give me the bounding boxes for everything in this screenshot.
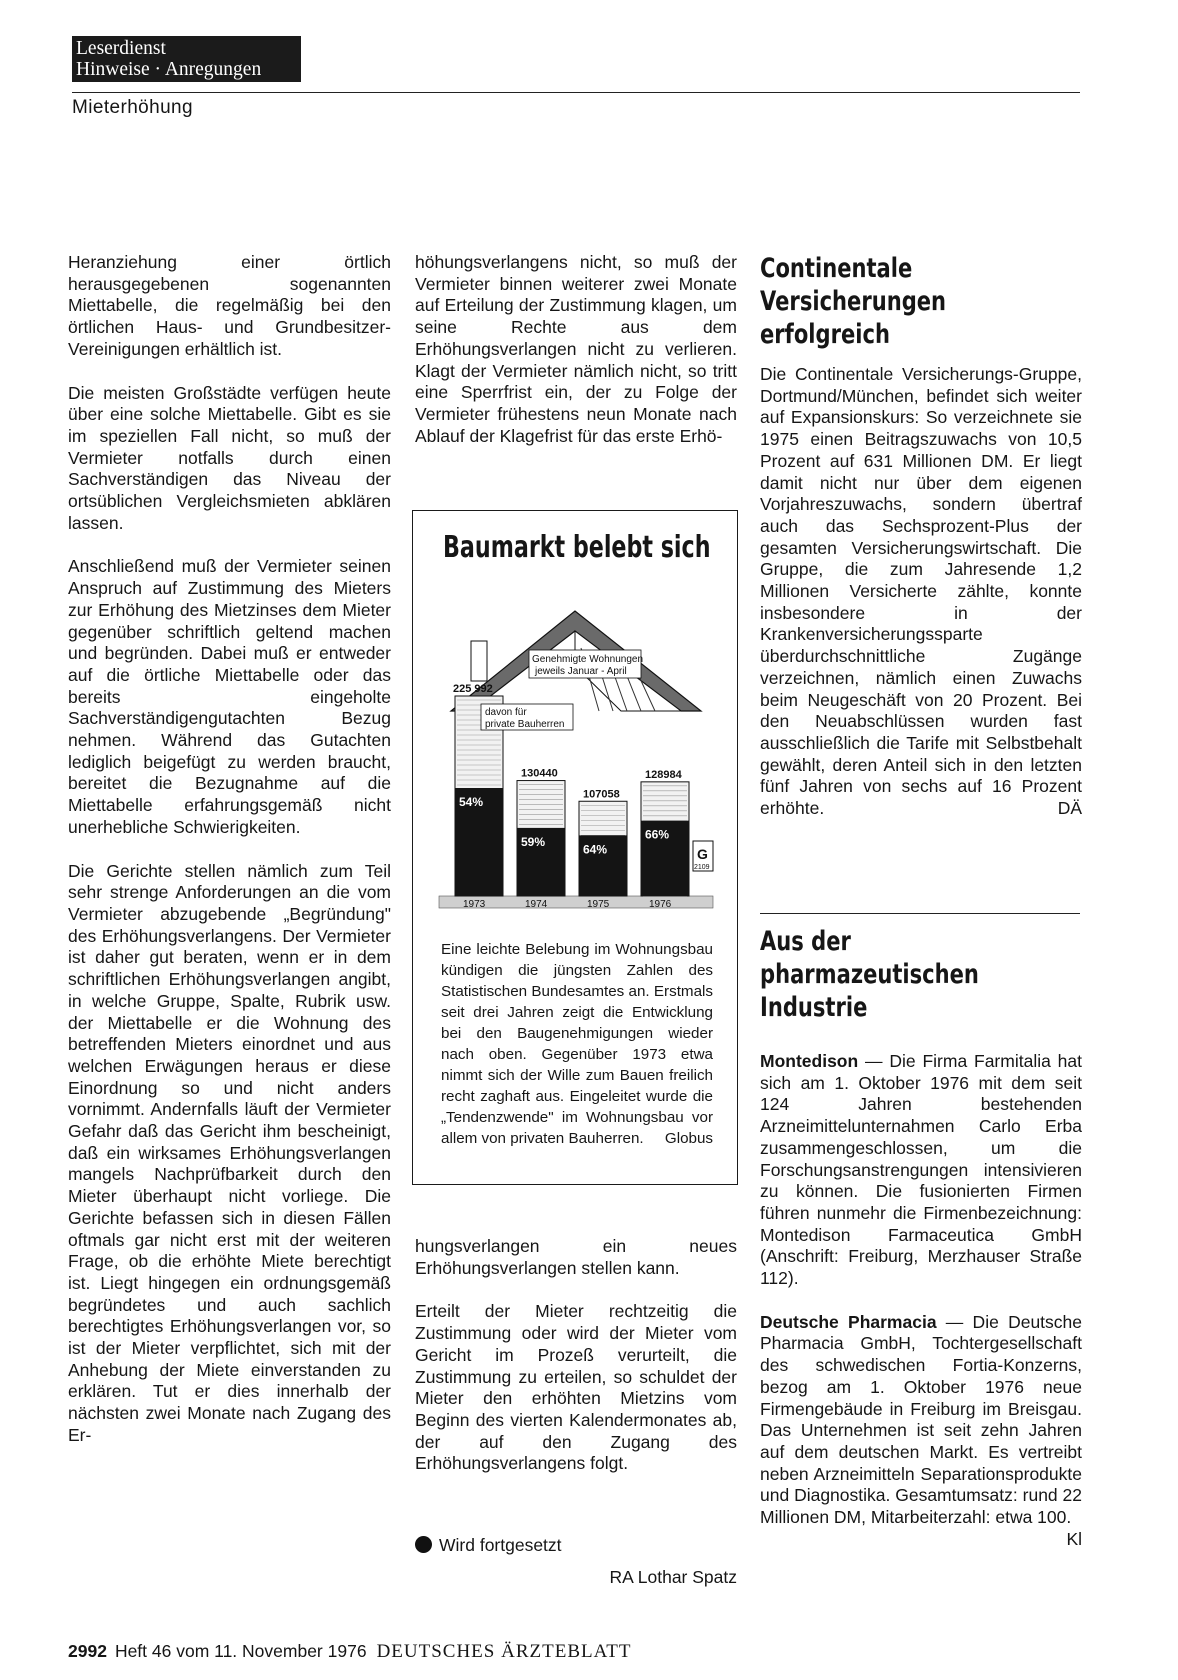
caption-source: Globus xyxy=(664,1130,713,1147)
pharmacia-text: — Die Deutsche Pharmacia GmbH, Tochtergesellschaft des schwedischen Fortia-Konzerns, bezog am 1. Oktober 1976 neue Firmengebäude in Freiburg im Breisgau. Das Unternehmen ist seit zehn Jahren auf dem deutschen Markt. Es vertreibt neben Arzneimitteln Separationsprodukte und Diagnostika. Gesamtumsatz: rund 22 Millionen DM, Mitarbeiterzahl: etwa 100. xyxy=(760,1311,1082,1528)
caption-text: Eine leichte Belebung im Wohnungsbau kündigen die jüngsten Zahlen des Statistischen Bundesamtes an. Erstmals seit drei Jahren zeigt die Entwicklung bei den Baugenehmigungen wieder nach oben. Gegenüber 1973 etwa nimmt sich der Wille zum Bauen freilich recht zaghaft aus. Eingeleitet wurde die „Tendenzwende" im Wohnungsbau vor allem von privaten Bauherren. xyxy=(441,941,713,1147)
value-label-1976: 128984 xyxy=(645,768,682,781)
montedison-text: — Die Firma Farmitalia hat sich am 1. Oktober 1976 mit dem seit 124 Jahren bestehenden Arzneimittelunternahmen Carlo Erba zusammengeschlossen, um die Forschungsanstrengungen intensivieren zu können. Die fusionierten Firmen führen nunmehr die Firmenbezeichnung: Montedison Farmaceutica GmbH (Anschrift: Freiburg, Merzhauser Straße 112). xyxy=(760,1051,1082,1289)
continued-note xyxy=(415,1534,562,1556)
value-label-1975: 107058 xyxy=(583,788,620,801)
share-label-1973: 54% xyxy=(459,795,484,809)
globus-badge-number: 2109 xyxy=(694,864,710,871)
headline-2-line-2: pharmazeutischen xyxy=(760,959,979,990)
house-chart xyxy=(431,596,721,916)
badge-line-2: Hinweise · Anregungen xyxy=(76,59,262,80)
globus-badge-letter: G xyxy=(697,846,708,862)
author-line: RA Lothar Spatz xyxy=(609,1567,737,1587)
badge-line-1: Leserdienst xyxy=(76,38,166,59)
pharmacia-runin: Deutsche Pharmacia xyxy=(760,1311,937,1332)
value-label-1974: 130440 xyxy=(521,767,558,780)
top-rule xyxy=(72,92,1080,93)
pharmacia-sign: Kl xyxy=(1066,1528,1082,1549)
headline-2-line-1: Aus der xyxy=(760,926,851,957)
headline-continentale xyxy=(760,252,1082,354)
col3-paragraph-2 xyxy=(760,1051,1082,1290)
continentale-sign: DÄ xyxy=(1057,798,1082,819)
col2-paragraph-1: höhungsverlangens nicht, so muß der Vermieter binnen weiterer zwei Monate auf Erteilung der Zustimmung klagen, um seine Rechte aus dem Erhöhungsverlangen nicht zu verlieren. Klagt der Vermieter nämlich nicht, so tritt eine Sperrfrist ein, der zu Folge der Vermieter frühestens neun Monate nach Ablauf der Klagefrist für das erste Erhö- xyxy=(415,252,737,446)
column-1 xyxy=(68,252,391,1447)
issue-info: Heft 46 vom 11. November 1976 xyxy=(114,1641,367,1661)
column-2 xyxy=(415,252,737,447)
col2-paragraph-2: hungsverlangen ein neues Erhöhungsverlangen stellen kann. xyxy=(415,1236,737,1278)
share-label-1976: 66% xyxy=(645,827,670,842)
continued-text: Wird fortgesetzt xyxy=(439,1535,562,1555)
montedison-runin: Montedison xyxy=(760,1051,859,1071)
page-footer xyxy=(68,1640,631,1663)
infobox xyxy=(412,510,738,1185)
value-label-1973: 225 992 xyxy=(453,683,493,695)
year-label-1973: 1973 xyxy=(463,899,486,910)
section-badge xyxy=(72,36,301,82)
legend-private-line-1: davon für xyxy=(485,707,527,718)
magazine-name: DEUTSCHES ÄRZTEBLATT xyxy=(376,1641,632,1662)
infobox-title: Baumarkt belebt sich xyxy=(443,530,711,565)
share-label-1974: 59% xyxy=(521,834,546,849)
col1-paragraph-4: Die Gerichte stellen nämlich zum Teil sehr strenge Anforderungen an die vom Vermieter abzugebende „Begründung" des Erhöhungsverlangens. Der Vermieter ist daher gut beraten, wenn er in dem schriftlichen Erhöhungsverlangen angibt, in welche Gruppe, Spalte, Rubrik usw. der Miettabelle er die Wohnung des betreffenden Mieters einordnet und aus welchen Erwägungen heraus er diese Einordnung so und nicht anders vornimmt. Andernfalls läuft der Vermieter Gefahr daß das Gericht ihm bescheinigt, daß ein wirksames Erhöhungsverlangen mangels Nachprüfbarkeit durch den Mieter überhaupt nicht vorliege. Die Gerichte befassen sich in diesen Fällen oftmals gar nicht erst mit der weiteren Frage, ob die erhöhte Miete berechtigt ist. Liegt hingegen ein ordnungsgemäß begründetes und auch sachlich berechtigtes Erhöhungsverlangen vor, so ist der Mieter verpflichtet, sich mit der Anhebung der Miete einverstanden zu erklären. Tut er dies innerhalb der nächsten zwei Monate nach Zugang des Er- xyxy=(68,860,391,1445)
col3-paragraph-1 xyxy=(760,364,1082,820)
page-number: 2992 xyxy=(68,1641,107,1661)
year-label-1976: 1976 xyxy=(649,899,672,910)
col1-paragraph-3: Anschließend muß der Vermieter seinen Anspruch auf Zustimmung des Mieters zur Erhöhung des Mietzinses dem Mieter gegenüber schriftlich geltend machen und begründen. Dabei muß er entweder auf die örtliche Miettabelle oder das bereits eingeholte Sachverständigengutachten Bezug nehmen. Während das Gutachten lediglich beigefügt zu werden braucht, bereitet die Bezugnahme auf die Miettabelle erfahrungsgemäß nicht unerhebliche Schwierigkeiten. xyxy=(68,556,391,837)
legend-line-2: jeweils Januar - April xyxy=(535,666,627,677)
headline-1-line-1: Continentale xyxy=(760,253,913,284)
section-rule xyxy=(760,913,1080,914)
column-2-continued xyxy=(415,1236,737,1475)
share-label-1975: 64% xyxy=(583,842,608,857)
headline-1-line-3: erfolgreich xyxy=(760,319,890,350)
headline-pharma xyxy=(760,925,1082,1027)
bullet-icon xyxy=(415,1536,432,1553)
continentale-text: Die Continentale Versicherungs-Gruppe, Dortmund/München, befindet sich weiter auf Expansionskurs: So verzeichnete sie 1975 einen Beitragszuwachs von 10,5 Prozent auf 631 Millionen DM. Er liegt damit nicht nur über dem eigenen Vorjahreszuwachs, sondern übertraf auch das Sechsprozent-Plus der gesamten Versicherungswirtschaft. Die Gruppe, die zum Jahresende 1,2 Millionen Versicherte zählte, konnte insbesondere in der Krankenversicherungssparte überdurchschnittliche Zugänge verzeichnen, nämlich einen Zuwachs beim Neugeschäft von 20 Prozent. Bei den Neuabschlüssen wurden fast ausschließlich die Tarife mit Selbstbehalt gewählt, deren Anteil sich in den letzten fünf Jahren von sechs auf 16 Prozent erhöhte. xyxy=(760,364,1082,819)
legend-private-line-2: private Bauherren xyxy=(485,719,565,730)
legend-line-1: Genehmigte Wohnungen xyxy=(532,654,644,665)
headline-1-line-2: Versicherungen xyxy=(760,286,947,317)
column-3 xyxy=(760,252,1082,842)
infobox-caption xyxy=(441,939,713,1149)
chimney xyxy=(471,641,487,681)
kicker-title: Mieterhöhung xyxy=(72,97,193,118)
year-label-1974: 1974 xyxy=(525,899,548,910)
col2-paragraph-3: Erteilt der Mieter rechtzeitig die Zustimmung oder wird der Mieter vom Gericht im Prozeß verurteilt, die Zustimmung zu erteilen, so schuldet der Mieter den erhöhten Mietzins vom Beginn des vierten Kalendermonates ab, der auf den Zugang des Erhöhungsverlangens folgt. xyxy=(415,1301,737,1474)
col1-paragraph-2: Die meisten Großstädte verfügen heute über eine solche Miettabelle. Gibt es sie im speziellen Fall nicht, so muß der Vermieter notfalls durch einen Sachverständigen das Niveau der ortsüblichen Vergleichsmieten abklären lassen. xyxy=(68,382,391,533)
year-label-1975: 1975 xyxy=(587,899,610,910)
headline-2-line-3: Industrie xyxy=(760,992,868,1023)
column-3-lower xyxy=(760,925,1082,1550)
col1-paragraph-1: Heranziehung einer örtlich herausgegebenen sogenannten Miettabelle, die regelmäßig bei den örtlichen Haus- und Grundbesitzer-Vereinigungen erhältlich ist. xyxy=(68,252,391,359)
col3-paragraph-3 xyxy=(760,1311,1082,1549)
